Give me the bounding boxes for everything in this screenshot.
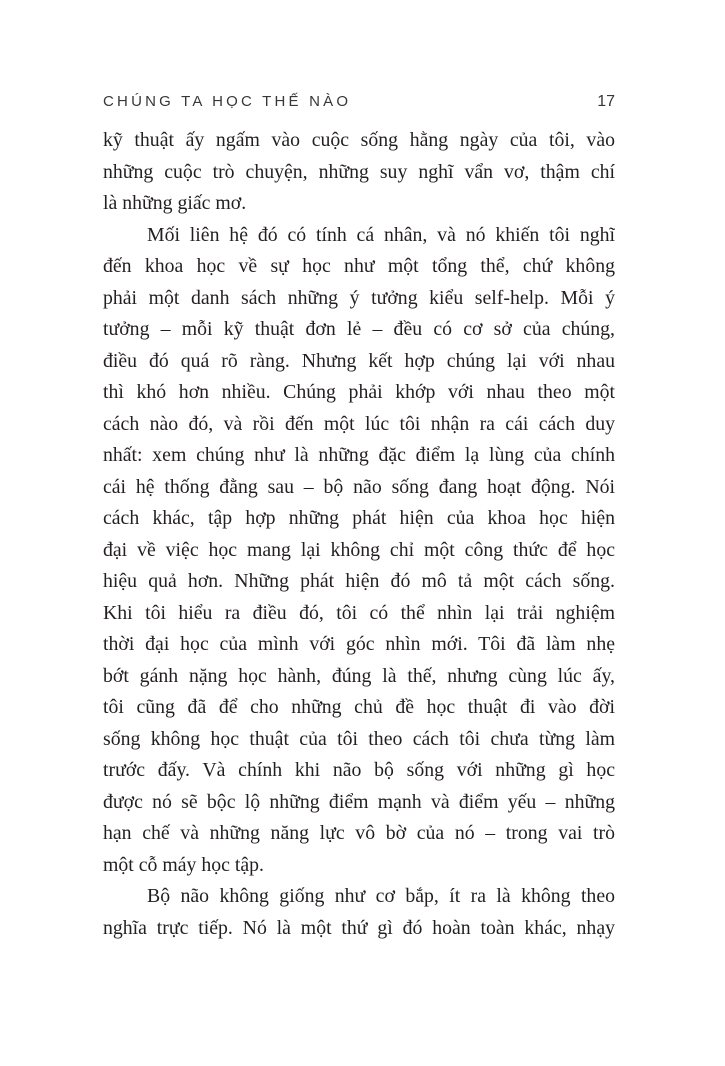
text-line: Mối liên hệ đó có tính cá nhân, và nó khiến tôi nghĩ bbox=[147, 223, 615, 246]
page-number: 17 bbox=[597, 93, 615, 110]
text-line: Bộ não không giống như cơ bắp, ít ra là không theo bbox=[147, 885, 615, 907]
text-line: một cỗ máy học tập. bbox=[103, 853, 264, 876]
paragraph bbox=[103, 220, 615, 882]
text-line: được nó sẽ bộc lộ những điểm mạnh và điểm yếu – những bbox=[103, 790, 615, 813]
text-line: kỹ thuật ấy ngấm vào cuộc sống hằng ngày của tôi, vào bbox=[103, 129, 615, 151]
running-title: CHÚNG TA HỌC THẾ NÀO bbox=[103, 93, 352, 110]
text-line: thời đại học của mình với góc nhìn mới. Tôi đã làm nhẹ bbox=[103, 633, 615, 655]
text-line: bớt gánh nặng học hành, đúng là thế, nhưng cùng lúc ấy, bbox=[103, 664, 615, 687]
paragraph bbox=[103, 881, 615, 944]
text-line: thì khó hơn nhiều. Chúng phải khớp với nhau theo một bbox=[103, 381, 615, 403]
paragraph bbox=[103, 125, 615, 220]
text-line: Khi tôi hiểu ra điều đó, tôi có thể nhìn lại trải nghiệm bbox=[103, 601, 615, 624]
text-line: cách khác, tập hợp những phát hiện của khoa học hiện bbox=[103, 507, 615, 529]
text-line: đại về việc học mang lại không chỉ một công thức để học bbox=[103, 538, 615, 561]
text-line: tưởng – mỗi kỹ thuật đơn lẻ – đều có cơ sở của chúng, bbox=[103, 318, 615, 340]
body-text bbox=[103, 125, 615, 944]
text-line: là những giấc mơ. bbox=[103, 192, 247, 214]
text-line: những cuộc trò chuyện, những suy nghĩ vẩn vơ, thậm chí bbox=[103, 160, 615, 183]
text-line: tôi cũng đã để cho những chủ đề học thuật đi vào đời bbox=[103, 696, 615, 718]
text-line: nhất: xem chúng như là những đặc điểm lạ lùng của chính bbox=[103, 444, 615, 466]
text-line: đến khoa học về sự học như một tổng thể, chứ không bbox=[103, 255, 615, 277]
running-header bbox=[103, 90, 615, 116]
text-line: điều đó quá rõ ràng. Nhưng kết hợp chúng lại với nhau bbox=[103, 349, 615, 372]
text-line: cách nào đó, và rồi đến một lúc tôi nhận ra cái cách duy bbox=[103, 412, 615, 435]
text-line: trước đấy. Và chính khi não bộ sống với những gì học bbox=[103, 759, 615, 781]
text-line: phải một danh sách những ý tưởng kiểu self-help. Mỗi ý bbox=[103, 286, 615, 309]
text-line: nghĩa trực tiếp. Nó là một thứ gì đó hoàn toàn khác, nhạy bbox=[103, 916, 615, 939]
text-line: hiệu quả hơn. Những phát hiện đó mô tả một cách sống. bbox=[103, 570, 615, 592]
text-line: sống không học thuật của tôi theo cách tôi chưa từng làm bbox=[103, 727, 615, 750]
text-line: hạn chế và những năng lực vô bờ của nó – trong vai trò bbox=[103, 822, 615, 844]
text-line: cái hệ thống đằng sau – bộ não sống đang hoạt động. Nói bbox=[103, 475, 615, 498]
